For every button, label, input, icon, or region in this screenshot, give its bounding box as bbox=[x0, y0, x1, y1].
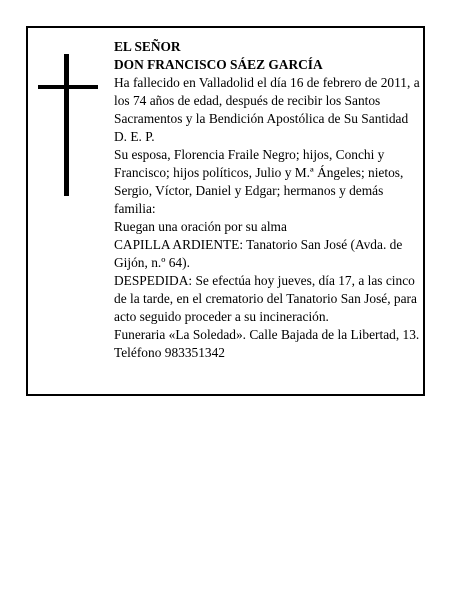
cross-icon bbox=[38, 54, 98, 196]
obituary-text bbox=[114, 38, 420, 362]
obituary-paragraph-farewell: DESPEDIDA: Se efectúa hoy jueves, día 17, a las cinco de la tarde, en el crematorio del Tanatorio San José, para acto seguido proceder a su incineración. bbox=[114, 273, 417, 324]
cross-vertical-bar bbox=[64, 54, 69, 196]
obituary-title-line-1: EL SEÑOR bbox=[114, 39, 181, 54]
obituary-title-line-2: DON FRANCISCO SÁEZ GARCÍA bbox=[114, 57, 323, 72]
cross-horizontal-bar bbox=[38, 85, 98, 89]
obituary-paragraph-prayer: Ruegan una oración por su alma bbox=[114, 219, 287, 234]
obituary-paragraph-chapel: CAPILLA ARDIENTE: Tanatorio San José (Avda. de Gijón, n.º 64). bbox=[114, 237, 403, 270]
obituary-paragraph-family: Su esposa, Florencia Fraile Negro; hijos, Conchi y Francisco; hijos políticos, Julio y M.ª Ángeles; nietos, Sergio, Víctor, Daniel y Edgar; hermanos y demás familia: bbox=[114, 147, 404, 216]
obituary-paragraph-death: Ha fallecido en Valladolid el día 16 de febrero de 2011, a los 74 años de edad, después de recibir los Santos Sacramentos y la Bendición Apostólica de Su Santidad D. E. P. bbox=[114, 75, 420, 144]
obituary-paragraph-funeral-home: Funeraria «La Soledad». Calle Bajada de la Libertad, 13. Teléfono 983351342 bbox=[114, 327, 420, 360]
